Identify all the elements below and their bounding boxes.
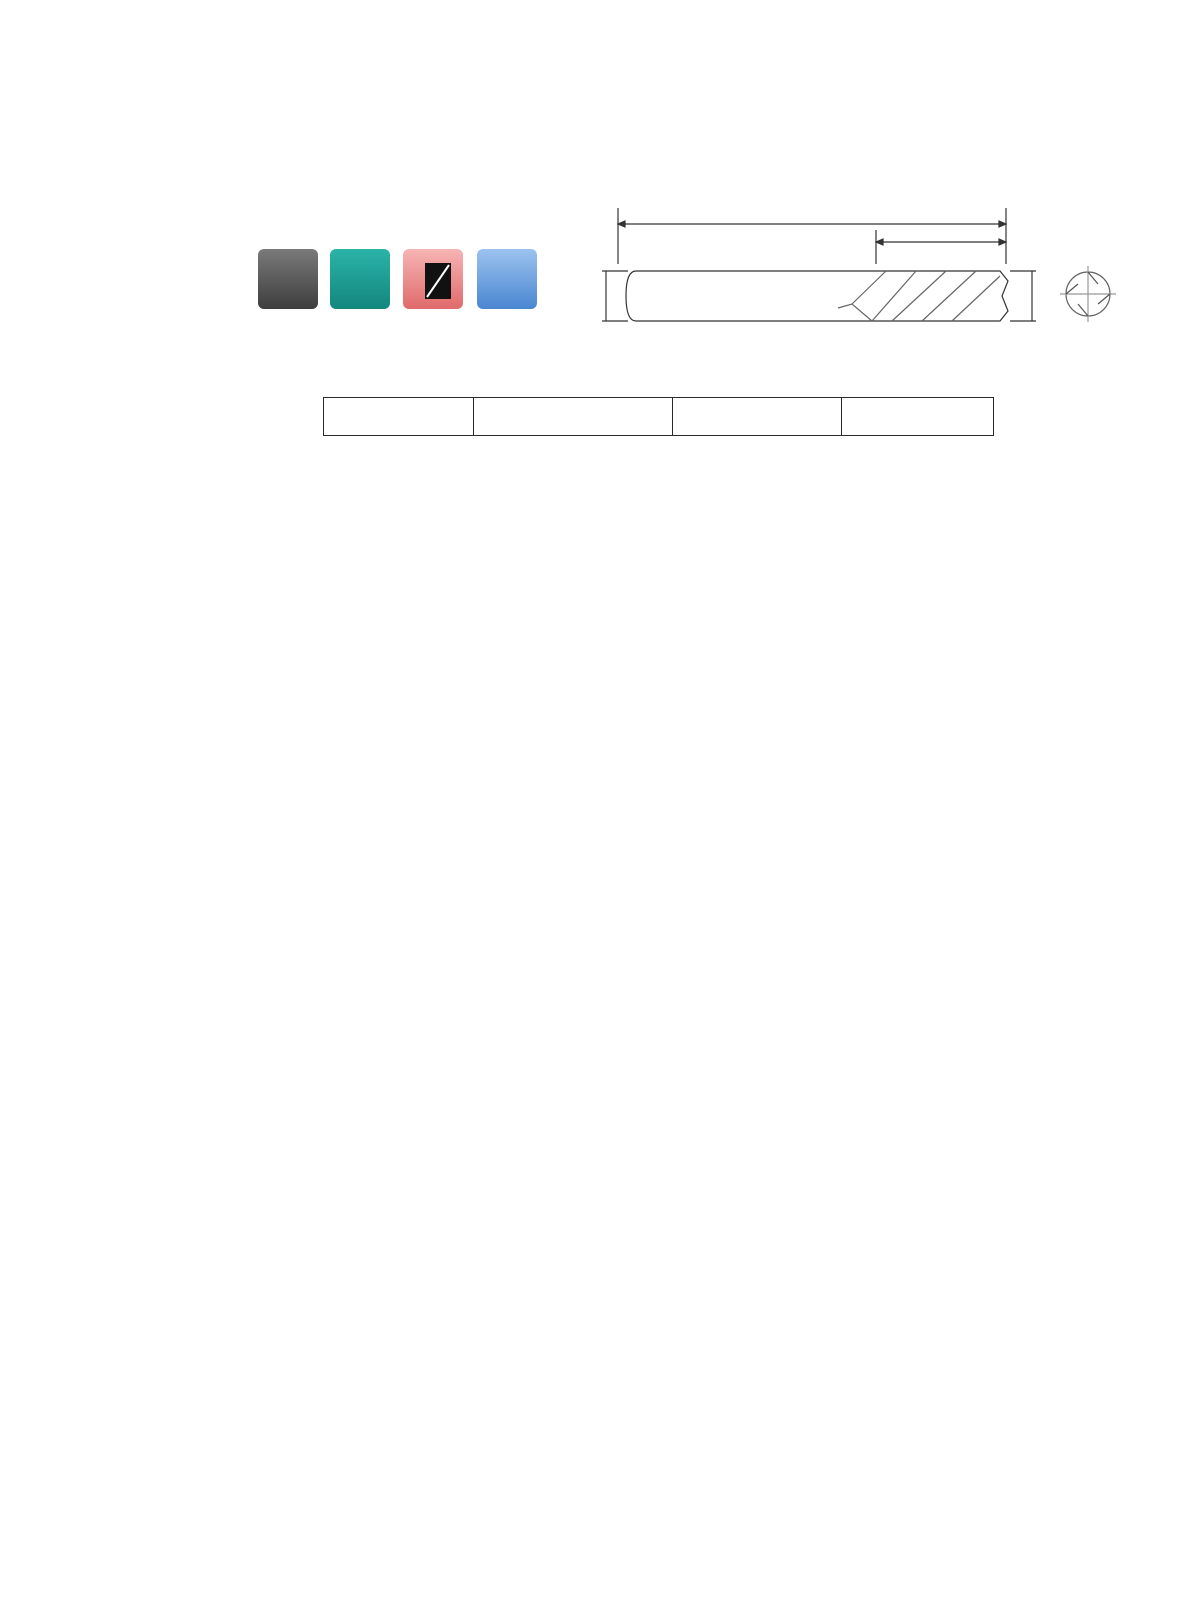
dimensions-table (323, 397, 994, 436)
table-header-row (324, 398, 994, 436)
column-header-d1 (324, 398, 474, 436)
column-header-L1 (474, 398, 673, 436)
helix-angle-badge (403, 249, 463, 309)
end-mill-diagram (580, 208, 1120, 333)
helix-angle-icon (403, 249, 463, 309)
column-header-D (842, 398, 994, 436)
nano-coating-badge (258, 249, 318, 309)
column-header-L (673, 398, 842, 436)
hrc-55-badge (330, 249, 390, 309)
tisin-coating-badge (477, 249, 537, 309)
